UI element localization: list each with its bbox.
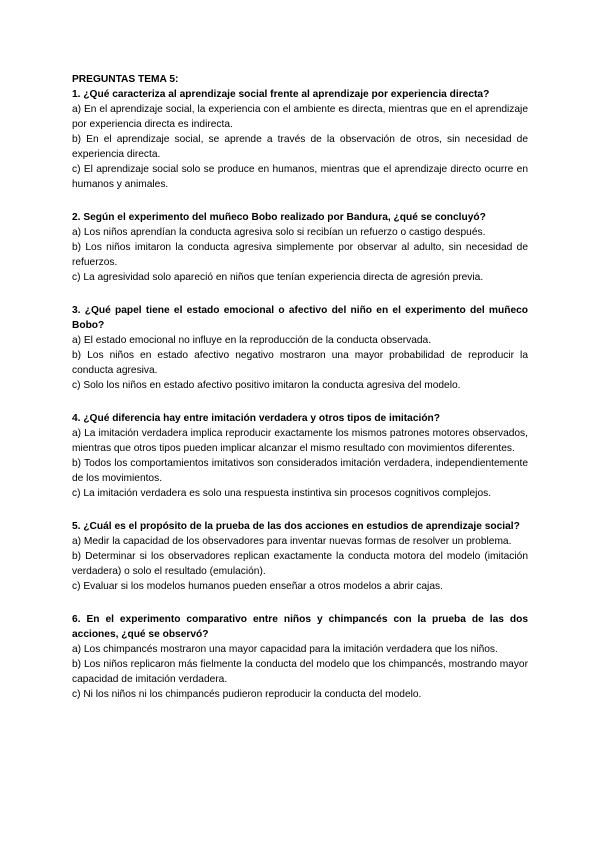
question-text: 2. Según el experimento del muñeco Bobo realizado por Bandura, ¿qué se concluyó? <box>72 212 486 223</box>
question-text: 3. ¿Qué papel tiene el estado emocional o afectivo del niño en el experimento del muñeco Bobo? <box>72 305 528 331</box>
question-block-1 <box>72 87 528 192</box>
answer-option-b: b) Los niños imitaron la conducta agresiva simplemente por observar al adulto, sin necesidad de refuerzos. <box>72 242 528 268</box>
answer-option-c: c) La agresividad solo apareció en niños que tenían experiencia directa de agresión previa. <box>72 272 484 283</box>
answer-option-b: b) Los niños replicaron más fielmente la conducta del modelo que los chimpancés, mostrando mayor capacidad de imitación verdadera. <box>72 659 528 685</box>
answer-option-b: b) Los niños en estado afectivo negativo mostraron una mayor probabilidad de reproducir la conducta agresiva. <box>72 350 528 376</box>
question-text: 1. ¿Qué caracteriza al aprendizaje social frente al aprendizaje por experiencia directa? <box>72 89 490 100</box>
question-text: 4. ¿Qué diferencia hay entre imitación verdadera y otros tipos de imitación? <box>72 413 440 424</box>
answer-option-c: c) Solo los niños en estado afectivo positivo imitaron la conducta agresiva del modelo. <box>72 380 461 391</box>
question-block-5 <box>72 519 528 594</box>
answer-option-b: b) Todos los comportamientos imitativos son considerados imitación verdadera, independientemente de los movimientos. <box>72 458 528 484</box>
question-block-2 <box>72 210 528 285</box>
answer-option-b: b) Determinar si los observadores replican exactamente la conducta motora del modelo (imitación verdadera) o solo el resultado (emulación). <box>72 551 528 577</box>
answer-option-a: a) Medir la capacidad de los observadores para inventar nuevas formas de resolver un problema. <box>72 536 512 547</box>
question-text: 5. ¿Cuál es el propósito de la prueba de las dos acciones en estudios de aprendizaje social? <box>72 521 520 532</box>
answer-option-a: a) La imitación verdadera implica reproducir exactamente los mismos patrones motores observados, mientras que otros tipos pueden implicar alcanzar el mismo resultado con movimientos diferentes. <box>72 428 528 454</box>
answer-option-b: b) En el aprendizaje social, se aprende a través de la observación de otros, sin necesidad de experiencia directa. <box>72 134 528 160</box>
question-block-3 <box>72 303 528 393</box>
answer-option-a: a) En el aprendizaje social, la experiencia con el ambiente es directa, mientras que en el aprendizaje por experiencia directa es indirecta. <box>72 104 528 130</box>
question-text: 6. En el experimento comparativo entre niños y chimpancés con la prueba de las dos acciones, ¿qué se observó? <box>72 614 528 640</box>
question-block-4 <box>72 411 528 501</box>
answer-option-a: a) Los chimpancés mostraron una mayor capacidad para la imitación verdadera que los niños. <box>72 644 498 655</box>
answer-option-a: a) Los niños aprendían la conducta agresiva solo si recibían un refuerzo o castigo después. <box>72 227 486 238</box>
answer-option-a: a) El estado emocional no influye en la reproducción de la conducta observada. <box>72 335 432 346</box>
answer-option-c: c) Evaluar si los modelos humanos pueden enseñar a otros modelos a abrir cajas. <box>72 581 443 592</box>
answer-option-c: c) El aprendizaje social solo se produce en humanos, mientras que el aprendizaje directo ocurre en humanos y animales. <box>72 164 528 190</box>
document-title: PREGUNTAS TEMA 5: <box>72 74 179 85</box>
document-page <box>72 72 528 720</box>
question-block-6 <box>72 612 528 702</box>
answer-option-c: c) La imitación verdadera es solo una respuesta instintiva sin procesos cognitivos complejos. <box>72 488 492 499</box>
answer-option-c: c) Ni los niños ni los chimpancés pudieron reproducir la conducta del modelo. <box>72 689 422 700</box>
